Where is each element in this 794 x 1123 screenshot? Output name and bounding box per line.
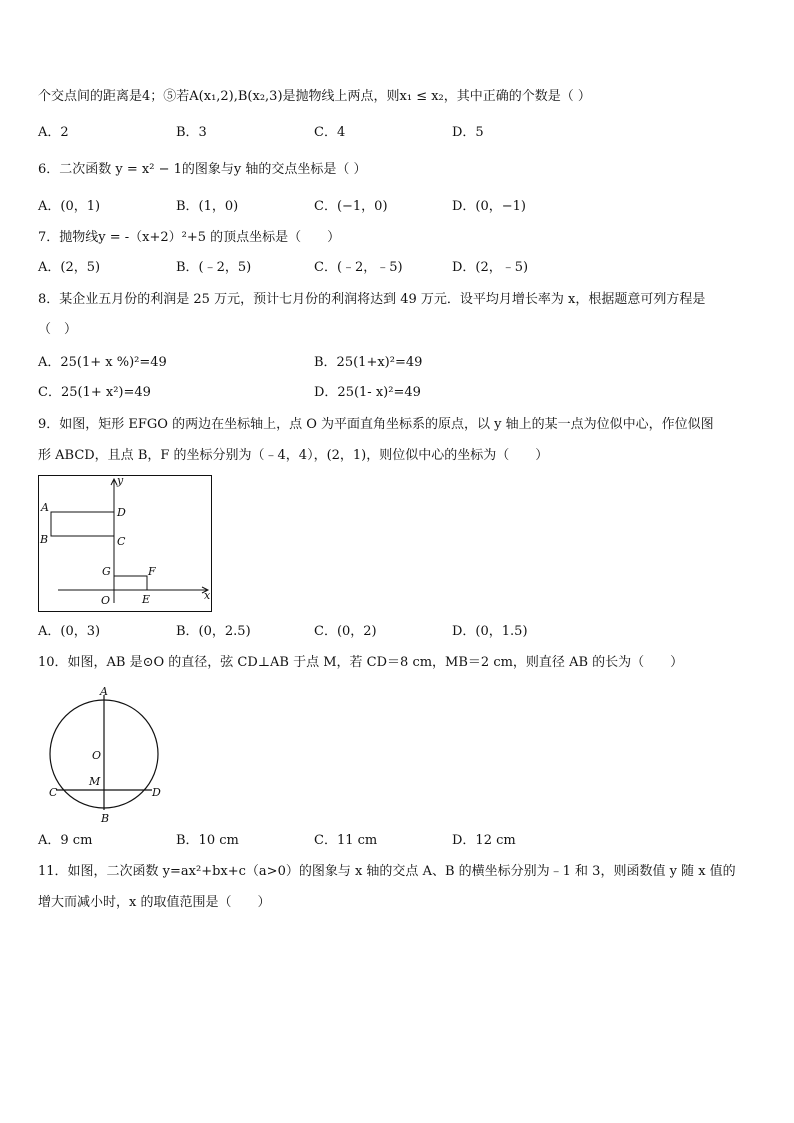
q9-option-a[interactable]: A．(0，3) (38, 624, 101, 639)
q5-option-c[interactable]: C．4 (314, 125, 346, 140)
q9-label-e: E (142, 593, 151, 606)
q9-label-y: y (117, 475, 124, 487)
q10-label-d: D (152, 786, 161, 799)
q10-option-a[interactable]: A．9 cm (38, 833, 93, 848)
q9-label-b: B (40, 533, 49, 546)
q10-label-a: A (100, 685, 108, 698)
q9-label-f: F (148, 565, 156, 578)
q10-label-b: B (101, 812, 110, 825)
q5-option-d[interactable]: D．5 (452, 125, 484, 140)
q5-option-b[interactable]: B．3 (176, 125, 207, 140)
q11-stem-line2: 增大而减小时，x 的取值范围是（ ） (38, 895, 271, 910)
q9-label-x: x (204, 589, 211, 602)
q9-option-c[interactable]: C．(0，2) (314, 624, 377, 639)
q10-option-d[interactable]: D．12 cm (452, 833, 516, 848)
q6-stem: 6．二次函数 y = x² − 1的图象与y 轴的交点坐标是（ ） (38, 162, 367, 177)
q9-rect-abcd (51, 512, 114, 536)
q5-line: 个交点间的距离是4；⑤若A(x₁,2),B(x₂,3)是抛物线上两点，则x₁ ≤ x₂，其中正确的个数是（ ） (38, 89, 591, 104)
q9-rect-efgo (114, 576, 147, 590)
q10-stem: 10．如图，AB 是⊙O 的直径，弦 CD⊥AB 于点 M，若 CD＝8 cm，MB＝2 cm，则直径 AB 的长为（ ） (38, 655, 684, 670)
q8-option-d[interactable]: D．25(1- x)²=49 (314, 385, 421, 400)
q11-stem-line1: 11．如图，二次函数 y=ax²+bx+c（a>0）的图象与 x 轴的交点 A、B 的横坐标分别为﹣1 和 3，则函数值 y 随 x 值的 (38, 864, 736, 879)
q7-option-a[interactable]: A．(2，5) (38, 260, 101, 275)
q9-label-o: O (101, 594, 111, 607)
q8-option-a[interactable]: A．25(1+ x %)²=49 (38, 355, 167, 370)
q8-option-c[interactable]: C．25(1+ x²)=49 (38, 385, 151, 400)
q7-option-c[interactable]: C．(﹣2，﹣5) (314, 260, 403, 275)
q10-label-m: M (89, 775, 101, 788)
q9-option-d[interactable]: D．(0，1.5) (452, 624, 528, 639)
q7-stem: 7．抛物线y = -（x+2）²+5 的顶点坐标是（ ） (38, 230, 341, 245)
q9-label-d: D (117, 506, 126, 519)
q9-label-c: C (117, 535, 126, 548)
q9-stem-line1: 9．如图，矩形 EFGO 的两边在坐标轴上，点 O 为平面直角坐标系的原点，以 y 轴上的某一点为位似中心，作位似图 (38, 417, 714, 432)
q9-figure (38, 475, 213, 613)
q9-label-g: G (102, 565, 111, 578)
q6-option-b[interactable]: B．(1，0) (176, 199, 239, 214)
q6-option-d[interactable]: D．(0，−1) (452, 199, 527, 214)
q9-option-b[interactable]: B．(0，2.5) (176, 624, 251, 639)
q7-option-b[interactable]: B．(﹣2，5) (176, 260, 252, 275)
q5-option-a[interactable]: A．2 (38, 125, 69, 140)
q8-stem-line1: 8．某企业五月份的利润是 25 万元，预计七月份的利润将达到 49 万元．设平均月增长率为 x，根据题意可列方程是 (38, 292, 706, 307)
q6-option-a[interactable]: A．(0，1) (38, 199, 101, 214)
q8-stem-line2: （ ） (38, 322, 78, 337)
q10-option-c[interactable]: C．11 cm (314, 833, 378, 848)
q9-stem-line2: 形 ABCD，且点 B，F 的坐标分别为（﹣4，4），(2，1)，则位似中心的坐标为（ ） (38, 448, 549, 463)
q10-option-b[interactable]: B．10 cm (176, 833, 239, 848)
q10-figure (46, 683, 171, 825)
q7-option-d[interactable]: D．(2，﹣5) (452, 260, 529, 275)
q10-label-o: O (92, 749, 102, 762)
q10-label-c: C (49, 786, 58, 799)
q8-option-b[interactable]: B．25(1+x)²=49 (314, 355, 423, 370)
q6-option-c[interactable]: C．(−1，0) (314, 199, 388, 214)
q9-label-a: A (41, 501, 49, 514)
